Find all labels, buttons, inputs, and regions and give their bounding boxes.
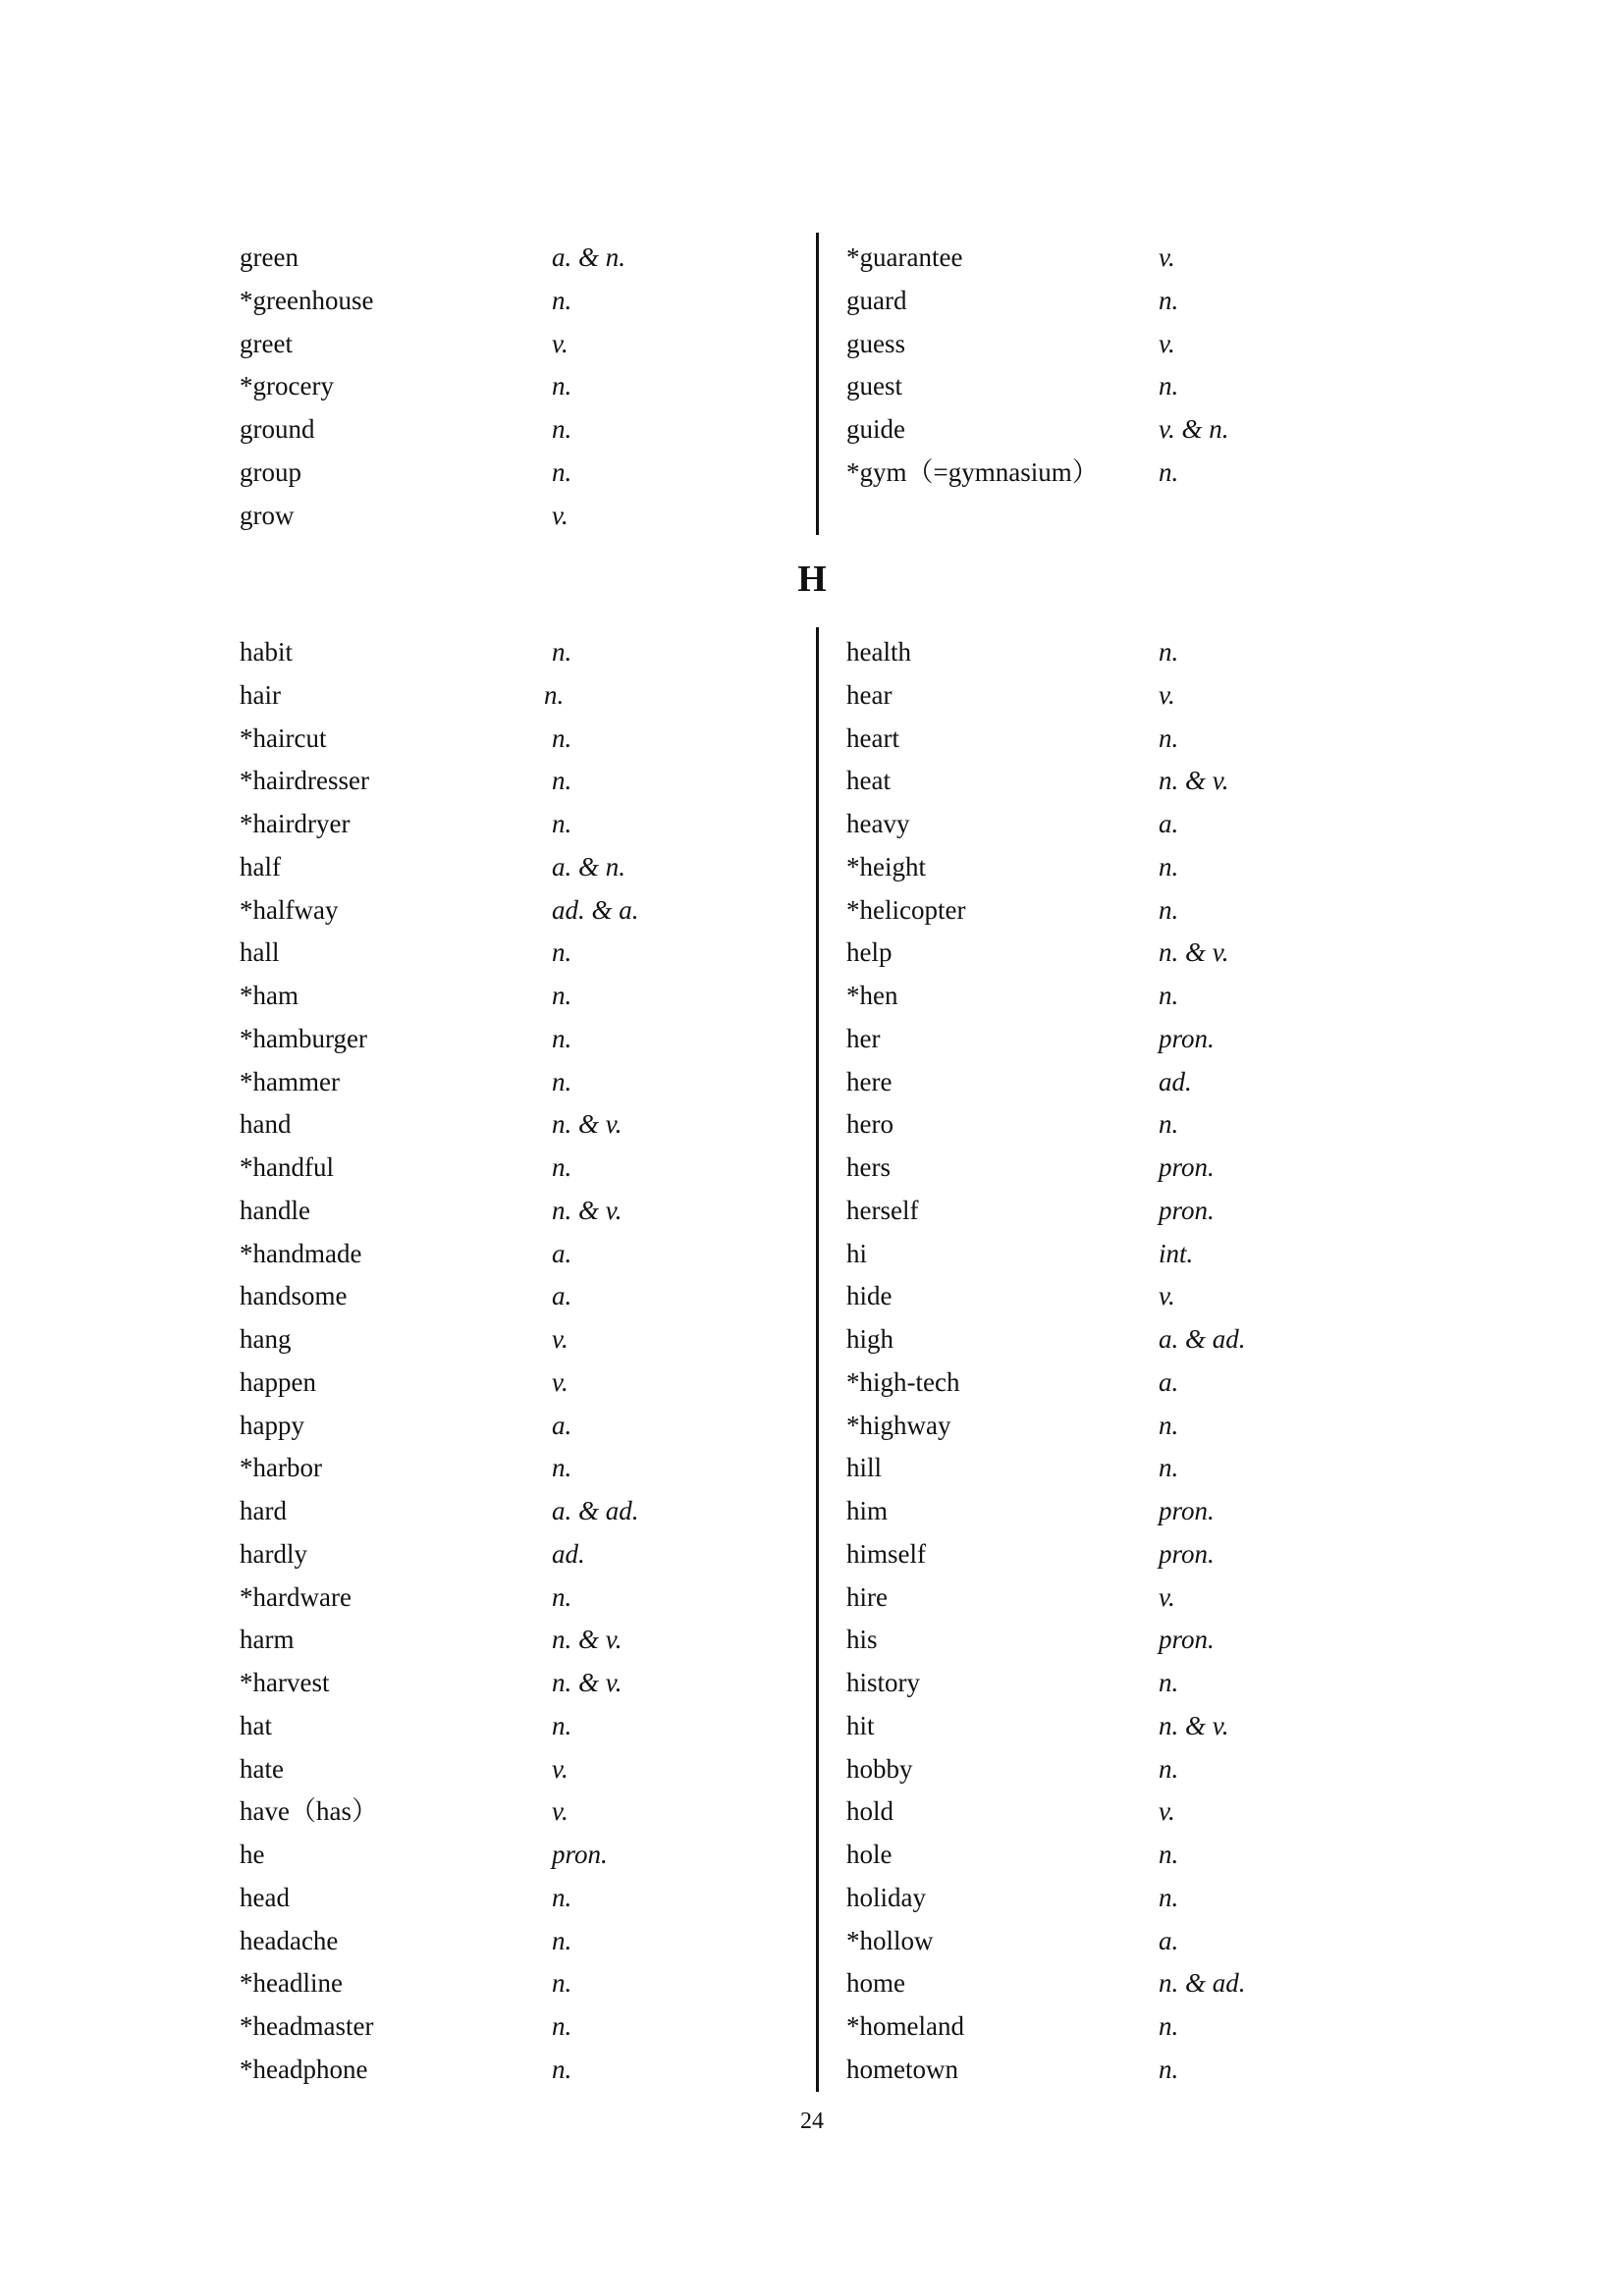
vocab-entry (846, 1834, 1416, 1877)
part-of-speech: pron. (1159, 1195, 1215, 1225)
vocab-word: hold (846, 1796, 894, 1827)
vocab-entry (846, 1147, 1416, 1190)
part-of-speech: n. (1159, 285, 1179, 315)
vocab-entry (846, 718, 1416, 761)
part-of-speech: n. (1159, 371, 1179, 401)
vocab-word: *high-tech (846, 1366, 960, 1397)
part-of-speech: a. (1159, 1925, 1179, 1955)
vocab-entry (846, 2005, 1416, 2049)
vocab-word: his (846, 1625, 878, 1655)
vocab-entry (846, 1790, 1416, 1834)
vocab-entry (240, 2005, 809, 2049)
vocab-entry (240, 1790, 809, 1834)
vocab-entry (240, 1275, 809, 1318)
section-g-right-column (846, 237, 1416, 495)
vocab-word: high (846, 1324, 894, 1354)
vocab-entry (846, 1533, 1416, 1576)
vocab-word: health (846, 637, 911, 667)
vocab-word: half (240, 851, 281, 881)
vocab-word: hard (240, 1496, 287, 1525)
vocab-word: *ham (240, 981, 298, 1010)
vocab-word: have（has） (240, 1796, 378, 1827)
vocab-entry (846, 846, 1416, 889)
section-h (240, 631, 1379, 2094)
vocab-entry (240, 1147, 809, 1190)
part-of-speech: n. (1159, 851, 1179, 881)
vocab-word: home (846, 1968, 905, 1999)
part-of-speech: v. (552, 328, 568, 358)
part-of-speech: n. (1159, 637, 1179, 667)
part-of-speech: ad. (1159, 1066, 1192, 1096)
vocab-entry (240, 1748, 809, 1791)
part-of-speech: n. (552, 1023, 572, 1053)
vocab-entry (240, 1103, 809, 1147)
column-divider (816, 233, 819, 535)
part-of-speech: n. (552, 1710, 572, 1740)
part-of-speech: a. & ad. (1159, 1324, 1246, 1354)
part-of-speech: n. (1159, 2011, 1179, 2041)
vocab-entry (240, 1190, 809, 1233)
part-of-speech: a. (1159, 809, 1179, 838)
part-of-speech: n. (1159, 1668, 1179, 1697)
part-of-speech: int. (1159, 1238, 1194, 1268)
vocab-entry (240, 1962, 809, 2005)
vocab-entry (240, 760, 809, 803)
vocab-word: hit (846, 1710, 875, 1740)
vocab-word: *hairdryer (240, 809, 351, 838)
part-of-speech: a. (552, 1238, 572, 1268)
part-of-speech: v. (1159, 242, 1175, 272)
part-of-speech: n. (552, 937, 572, 968)
vocab-word: grow (240, 500, 295, 530)
vocab-entry (846, 1705, 1416, 1748)
vocab-entry (846, 323, 1416, 366)
vocab-word: hole (846, 1840, 893, 1869)
part-of-speech: n. (552, 1882, 572, 1912)
vocab-word: *helicopter (846, 894, 966, 925)
vocab-entry (240, 495, 809, 538)
part-of-speech: n. (552, 2054, 572, 2084)
vocab-word: handsome (240, 1281, 348, 1311)
part-of-speech: n. (552, 371, 572, 401)
part-of-speech: n. (552, 414, 572, 444)
vocab-entry (846, 1362, 1416, 1405)
vocab-entry (846, 1190, 1416, 1233)
vocab-word: here (846, 1066, 893, 1096)
part-of-speech: n. (552, 809, 572, 838)
vocab-entry (846, 1061, 1416, 1104)
vocab-entry (240, 846, 809, 889)
column-divider (816, 627, 819, 2092)
vocab-word: hers (846, 1152, 891, 1182)
vocab-word: *handmade (240, 1238, 362, 1268)
vocab-word: *headmaster (240, 2011, 374, 2041)
vocab-entry (240, 1362, 809, 1405)
part-of-speech: n. (552, 456, 572, 487)
vocab-entry (240, 889, 809, 933)
vocab-word: *hardware (240, 1581, 352, 1612)
vocab-entry (846, 1920, 1416, 1963)
vocab-word: hear (846, 679, 893, 710)
vocab-word: *headline (240, 1968, 343, 1999)
vocab-entry (240, 452, 809, 495)
part-of-speech: n. & ad. (1159, 1968, 1246, 1999)
part-of-speech: pron. (1159, 1496, 1215, 1525)
vocab-word: hide (846, 1281, 893, 1311)
part-of-speech: n. & v. (552, 1109, 623, 1140)
vocab-entry (846, 1490, 1416, 1533)
vocab-word: hobby (846, 1753, 913, 1784)
part-of-speech: pron. (1159, 1152, 1215, 1182)
part-of-speech: n. (1159, 1882, 1179, 1912)
vocab-entry (240, 2049, 809, 2092)
part-of-speech: pron. (552, 1840, 608, 1869)
vocab-word: guide (846, 414, 905, 444)
vocab-word: hall (240, 937, 280, 968)
part-of-speech: n. (544, 679, 565, 710)
part-of-speech: n. & v. (1159, 937, 1229, 968)
part-of-speech: n. (552, 2011, 572, 2041)
part-of-speech: n. (552, 722, 572, 753)
vocab-entry (240, 365, 809, 408)
vocab-word: hometown (846, 2054, 958, 2084)
vocab-entry (240, 975, 809, 1018)
vocab-entry (240, 323, 809, 366)
vocab-entry (846, 365, 1416, 408)
part-of-speech: n. (552, 981, 572, 1010)
vocab-entry (240, 1018, 809, 1061)
vocab-word: *gym（=gymnasium） (846, 456, 1099, 487)
vocab-word: *grocery (240, 371, 334, 401)
vocab-entry (846, 1275, 1416, 1318)
vocab-word: *hen (846, 981, 898, 1010)
vocab-entry (240, 1834, 809, 1877)
vocab-word: headache (240, 1925, 339, 1955)
vocab-entry (240, 803, 809, 846)
vocab-entry (240, 1533, 809, 1576)
vocab-entry (240, 1662, 809, 1705)
vocab-word: *guarantee (846, 242, 963, 272)
vocab-word: guest (846, 371, 902, 401)
part-of-speech: v. (552, 1324, 568, 1354)
part-of-speech: n. (1159, 1753, 1179, 1784)
vocab-word: heavy (846, 809, 910, 838)
part-of-speech: a. & n. (552, 242, 626, 272)
part-of-speech: v. & n. (1159, 414, 1229, 444)
vocab-entry (240, 1318, 809, 1362)
part-of-speech: pron. (1159, 1625, 1215, 1655)
vocab-word: *handful (240, 1152, 334, 1182)
vocab-word: handle (240, 1195, 310, 1225)
vocab-word: *headphone (240, 2054, 368, 2084)
part-of-speech: v. (552, 500, 568, 530)
vocab-word: group (240, 456, 301, 487)
section-g-left-column (240, 237, 809, 537)
part-of-speech: n. (552, 1453, 572, 1483)
part-of-speech: n. (1159, 894, 1179, 925)
vocab-word: hate (240, 1753, 284, 1784)
vocab-word: *greenhouse (240, 285, 374, 315)
vocab-entry (240, 408, 809, 452)
vocab-entry (846, 889, 1416, 933)
part-of-speech: ad. & a. (552, 894, 639, 925)
part-of-speech: v. (552, 1366, 568, 1397)
part-of-speech: n. (552, 1152, 572, 1182)
vocab-word: hair (240, 679, 281, 710)
vocab-word: *harvest (240, 1668, 330, 1697)
part-of-speech: n. (1159, 722, 1179, 753)
vocab-word: herself (846, 1195, 919, 1225)
vocab-word: holiday (846, 1882, 926, 1912)
letter-heading-h: H (797, 559, 827, 600)
vocab-entry (240, 1877, 809, 1920)
vocab-entry (240, 280, 809, 323)
vocab-entry (846, 1576, 1416, 1620)
vocab-word: history (846, 1668, 921, 1697)
part-of-speech: n. (1159, 1840, 1179, 1869)
vocab-word: *height (846, 851, 926, 881)
vocab-entry (846, 237, 1416, 280)
vocab-entry (846, 408, 1416, 452)
vocab-word: hang (240, 1324, 292, 1354)
vocab-word: ground (240, 414, 315, 444)
vocab-word: *highway (846, 1410, 951, 1440)
vocab-entry (240, 1447, 809, 1490)
vocab-word: heart (846, 722, 899, 753)
part-of-speech: n. (1159, 1410, 1179, 1440)
part-of-speech: n. (552, 1968, 572, 1999)
vocab-word: habit (240, 637, 293, 667)
part-of-speech: n. (1159, 981, 1179, 1010)
vocab-entry (846, 1405, 1416, 1448)
vocab-word: hat (240, 1710, 272, 1740)
part-of-speech: v. (552, 1796, 568, 1827)
vocab-word: guard (846, 285, 907, 315)
vocab-entry (846, 760, 1416, 803)
part-of-speech: v. (1159, 1581, 1175, 1612)
part-of-speech: n. (552, 637, 572, 667)
part-of-speech: n. & v. (552, 1195, 623, 1225)
part-of-speech: n. (1159, 456, 1179, 487)
vocab-word: happen (240, 1366, 316, 1397)
vocab-entry (846, 803, 1416, 846)
section-h-left-column (240, 631, 809, 2092)
part-of-speech: v. (1159, 1796, 1175, 1827)
vocab-word: guess (846, 328, 905, 358)
vocab-entry (240, 1705, 809, 1748)
vocab-entry (240, 237, 809, 280)
vocab-word: *halfway (240, 894, 339, 925)
part-of-speech: n. & v. (1159, 1710, 1229, 1740)
part-of-speech: pron. (1159, 1538, 1215, 1569)
vocab-entry (846, 1619, 1416, 1662)
vocab-entry (240, 1576, 809, 1620)
vocab-entry (846, 280, 1416, 323)
vocab-entry (846, 1233, 1416, 1276)
part-of-speech: v. (552, 1753, 568, 1784)
vocab-word: hi (846, 1238, 868, 1268)
part-of-speech: n. & v. (552, 1625, 623, 1655)
vocab-word: hill (846, 1453, 883, 1483)
vocab-entry (846, 1318, 1416, 1362)
vocab-entry (240, 718, 809, 761)
part-of-speech: n. & v. (1159, 766, 1229, 796)
part-of-speech: v. (1159, 679, 1175, 710)
vocab-entry (240, 1920, 809, 1963)
vocab-word: hand (240, 1109, 292, 1140)
vocab-entry (240, 1233, 809, 1276)
vocab-entry (846, 1748, 1416, 1791)
part-of-speech: ad. (552, 1538, 585, 1569)
part-of-speech: a. (552, 1281, 572, 1311)
vocab-word: *hammer (240, 1066, 340, 1096)
vocab-entry (846, 932, 1416, 975)
part-of-speech: a. (552, 1410, 572, 1440)
vocab-entry (240, 932, 809, 975)
vocab-entry (846, 2049, 1416, 2092)
vocab-word: *haircut (240, 722, 327, 753)
part-of-speech: n. (552, 285, 572, 315)
section-h-right-column (846, 631, 1416, 2092)
vocab-word: *harbor (240, 1453, 322, 1483)
vocab-word: hardly (240, 1538, 307, 1569)
part-of-speech: n. (1159, 1109, 1179, 1140)
vocab-entry (846, 975, 1416, 1018)
part-of-speech: n. (1159, 2054, 1179, 2084)
vocab-entry (846, 1877, 1416, 1920)
vocab-word: *hamburger (240, 1023, 367, 1053)
vocab-entry (240, 1490, 809, 1533)
vocab-word: heat (846, 766, 891, 796)
vocab-entry (240, 1061, 809, 1104)
vocab-word: her (846, 1023, 881, 1053)
part-of-speech: n. & v. (552, 1668, 623, 1697)
part-of-speech: n. (552, 1925, 572, 1955)
part-of-speech: v. (1159, 1281, 1175, 1311)
vocab-entry (846, 1662, 1416, 1705)
vocab-word: head (240, 1882, 290, 1912)
vocab-word: he (240, 1840, 265, 1869)
vocab-word: him (846, 1496, 889, 1525)
part-of-speech: a. (1159, 1366, 1179, 1397)
part-of-speech: n. (1159, 1453, 1179, 1483)
vocab-word: hire (846, 1581, 888, 1612)
vocab-entry (846, 631, 1416, 674)
vocab-word: *homeland (846, 2011, 964, 2041)
vocab-word: hero (846, 1109, 893, 1140)
vocab-entry (846, 1447, 1416, 1490)
vocab-word: happy (240, 1410, 304, 1440)
vocab-entry (240, 631, 809, 674)
vocab-word: help (846, 937, 893, 968)
vocab-entry (846, 452, 1416, 495)
vocab-word: greet (240, 328, 293, 358)
part-of-speech: pron. (1159, 1023, 1215, 1053)
vocab-word: *hairdresser (240, 766, 369, 796)
page-number: 24 (800, 2109, 824, 2134)
section-g (240, 237, 1379, 537)
part-of-speech: n. (552, 766, 572, 796)
vocab-entry (240, 1619, 809, 1662)
vocab-entry (846, 1103, 1416, 1147)
vocab-entry (846, 1018, 1416, 1061)
part-of-speech: v. (1159, 328, 1175, 358)
vocab-word: *hollow (846, 1925, 934, 1955)
vocab-entry (240, 1405, 809, 1448)
part-of-speech: n. (552, 1066, 572, 1096)
part-of-speech: n. (552, 1581, 572, 1612)
vocab-word: green (240, 242, 298, 272)
vocab-entry (240, 674, 809, 718)
part-of-speech: a. & n. (552, 851, 626, 881)
vocab-word: harm (240, 1625, 295, 1655)
vocab-word: himself (846, 1538, 926, 1569)
part-of-speech: a. & ad. (552, 1496, 639, 1525)
vocab-entry (846, 1962, 1416, 2005)
vocab-entry (846, 674, 1416, 718)
